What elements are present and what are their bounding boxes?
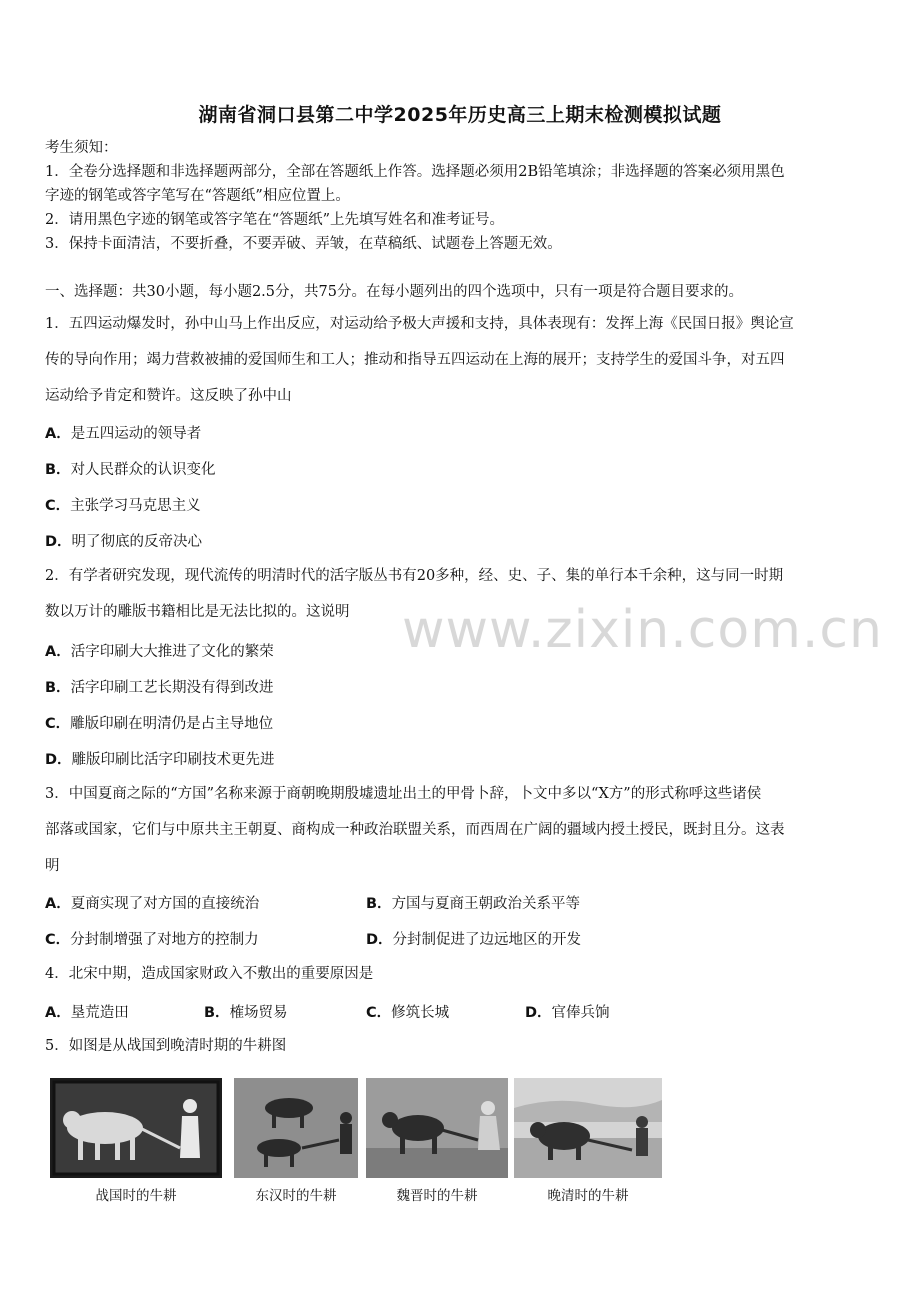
question-5-stem: 5．如图是从战国到晚清时期的牛耕图 [45,1038,287,1054]
section-heading: 一、选择题：共30小题，每小题2.5分，共75分。在每小题列出的四个选项中，只有一项是符合题目要求的。 [45,284,743,300]
q4-option-c: C．修筑长城 [366,1005,450,1021]
figure-wei-jin [366,1078,508,1204]
question-3-stem: 3．中国夏商之际的“方国”名称来源于商朝晚期殷墟遗址出土的甲骨卜辞，卜文中多以“X方”的形式称呼这些诸侯 [45,786,762,802]
figure-warring-states [50,1078,222,1204]
q1-option-b: B．对人民群众的认识变化 [45,462,216,478]
page-title: 湖南省洞口县第二中学2025年历史高三上期末检测模拟试题 [198,104,722,126]
q4-option-b: B．榷场贸易 [204,1005,288,1021]
question-3-stem: 部落或国家，它们与中原共主王朝夏、商构成一种政治联盟关系，而西周在广阔的疆域内授土授民，既封且分。这表 [45,822,785,838]
q3-option-a: A．夏商实现了对方国的直接统治 [45,896,260,912]
question-1-stem: 1．五四运动爆发时，孙中山马上作出反应，对运动给予极大声援和支持，具体表现有：发挥上海《民国日报》舆论宣 [45,316,794,332]
question-1-stem: 传的导向作用；竭力营救被捕的爱国师生和工人；推动和指导五四运动在上海的展开；支持学生的爱国斗争，对五四 [45,352,785,368]
watermark: www.zixin.com.cn [402,600,883,660]
notice-item: 3．保持卡面清洁，不要折叠，不要弄破、弄皱，在草稿纸、试题卷上答题无效。 [45,236,562,252]
figure-eastern-han [234,1078,358,1204]
question-3-stem: 明 [45,858,60,874]
figure-caption: 东汉时的牛耕 [255,1188,337,1204]
q2-option-c: C．雕版印刷在明清仍是占主导地位 [45,716,274,732]
q1-option-a: A．是五四运动的领导者 [45,426,202,442]
figure-late-qing [514,1078,662,1204]
q4-option-d: D．官俸兵饷 [525,1005,610,1021]
figure-caption: 魏晋时的牛耕 [396,1188,478,1204]
figure-caption: 战国时的牛耕 [95,1188,177,1204]
q1-option-c: C．主张学习马克思主义 [45,498,201,514]
notice-item: 1．全卷分选择题和非选择题两部分，全部在答题纸上作答。选择题必须用2B铅笔填涂；非选择题的答案必须用黑色 [45,164,785,180]
ox-plowing-image [234,1078,358,1178]
q3-option-c: C．分封制增强了对地方的控制力 [45,932,259,948]
question-2-stem: 数以万计的雕版书籍相比是无法比拟的。这说明 [45,604,350,620]
figure-caption: 晚清时的牛耕 [547,1188,629,1204]
ox-plowing-image [514,1078,662,1178]
q4-option-a: A．垦荒造田 [45,1005,129,1021]
notice-heading: 考生须知： [45,140,118,156]
notice-item: 2．请用黑色字迹的钢笔或答字笔在“答题纸”上先填写姓名和准考证号。 [45,212,505,228]
question-1-stem: 运动给予肯定和赞许。这反映了孙中山 [45,388,292,404]
q3-option-b: B．方国与夏商王朝政治关系平等 [366,896,581,912]
q1-option-d: D．明了彻底的反帝决心 [45,534,203,550]
question-4-stem: 4．北宋中期，造成国家财政入不敷出的重要原因是 [45,966,374,982]
q2-option-a: A．活字印刷大大推进了文化的繁荣 [45,644,274,660]
ox-plowing-image [50,1078,222,1178]
q2-option-b: B．活字印刷工艺长期没有得到改进 [45,680,274,696]
ox-plowing-image [366,1078,508,1178]
question-2-stem: 2．有学者研究发现，现代流传的明清时代的活字版丛书有20多种，经、史、子、集的单行本千余种，这与同一时期 [45,568,784,584]
q3-option-d: D．分封制促进了边远地区的开发 [366,932,582,948]
notice-item: 字迹的钢笔或答字笔写在“答题纸”相应位置上。 [45,188,350,204]
q2-option-d: D．雕版印刷比活字印刷技术更先进 [45,752,275,768]
